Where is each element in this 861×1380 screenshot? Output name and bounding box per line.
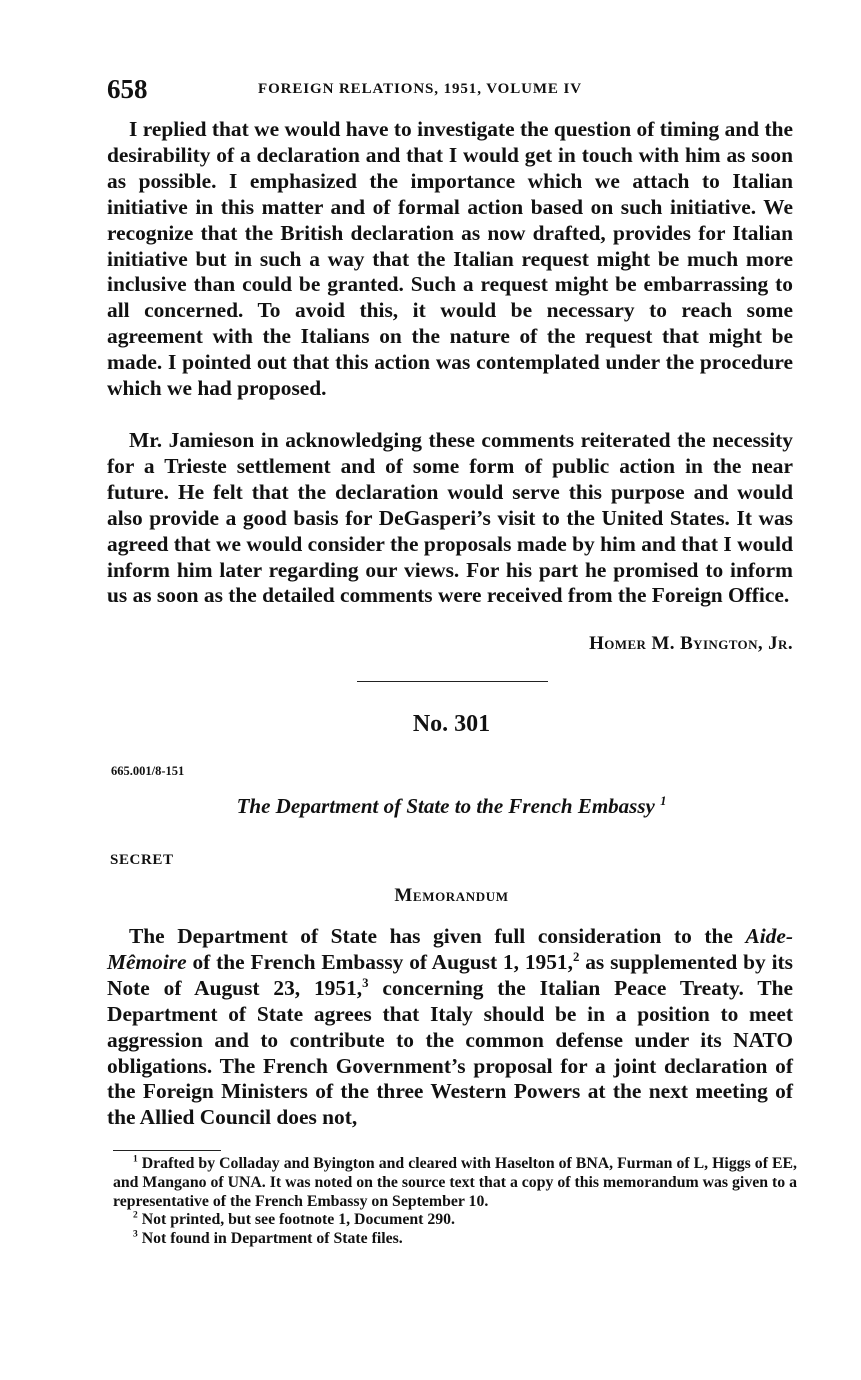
file-reference: 665.001/8-151 bbox=[111, 764, 185, 778]
footnote-text: Drafted by Colladay and Byington and cleared with Haselton of BNA, Furman of L, Higgs of EE, and Mangano of UNA. It was noted on the source text that a copy of this memorandum was given to a representative of the French Embassy on September 10. bbox=[113, 1155, 797, 1210]
footnote-number: 2 bbox=[133, 1211, 138, 1222]
document-title bbox=[0, 794, 861, 819]
text-segment: concerning the Italian Peace Treaty. The Department of State agrees that Italy should be in a position to meet aggression and to contribute to the common defense under its NATO obligations. The French Government’s proposal for a joint declaration of the Foreign Ministers of the three Western Powers at the next meeting of the Allied Council does not, bbox=[107, 975, 793, 1130]
footnote-marker-2: 2 bbox=[572, 949, 580, 964]
footnote-text: Not found in Department of State files. bbox=[141, 1230, 403, 1248]
classification-label: SECRET bbox=[110, 852, 174, 868]
footnote-marker-3: 3 bbox=[362, 975, 369, 990]
body-paragraph-1 bbox=[107, 117, 793, 402]
paragraph-text bbox=[107, 924, 793, 1131]
footnotes bbox=[113, 1155, 797, 1249]
footnote-number: 3 bbox=[133, 1229, 138, 1240]
paragraph-text: I replied that we would have to investigate the question of timing and the desirability of a declaration and that I would get in touch with him as soon as possible. I emphasized the importance which we attach to Italian initiative in this matter and of formal action based on such initiative. We recognize that the British declaration as now drafted, provides for Italian initiative but in such a way that the Italian request might be much more inclusive than could be granted. Such a request might be embarrassing to all concerned. To avoid this, it would be necessary to reach some agreement with the Italians on the nature of the request that might be made. I pointed out that this action was contemplated under the procedure which we had proposed. bbox=[107, 117, 793, 401]
document-title-text: The Department of State to the French Embassy bbox=[236, 794, 655, 818]
body-paragraph-2 bbox=[107, 428, 793, 609]
memorandum-paragraph bbox=[107, 924, 793, 1131]
aide-memoire-term: Aide-Mêmoire bbox=[107, 924, 793, 974]
page-header bbox=[107, 74, 797, 108]
footnote-rule bbox=[113, 1150, 221, 1151]
footnote-2 bbox=[113, 1211, 797, 1230]
footnote-number: 1 bbox=[133, 1154, 138, 1165]
footnote-marker-1: 1 bbox=[660, 794, 667, 808]
memorandum-heading: Memorandum bbox=[394, 885, 509, 906]
footnote-text: Not printed, but see footnote 1, Document 290. bbox=[141, 1211, 455, 1229]
section-divider bbox=[357, 681, 548, 682]
page-number: 658 bbox=[107, 74, 148, 104]
text-segment: as supplemented by its Note of August 23, 1951, bbox=[107, 949, 793, 1000]
document-number: No. 301 bbox=[412, 711, 491, 737]
signature: Homer M. Byington, Jr. bbox=[589, 633, 793, 654]
text-segment: The Department of State has given full consideration to the bbox=[129, 924, 733, 948]
text-segment: of the French Embassy of August 1, 1951, bbox=[192, 949, 573, 974]
footnote-3 bbox=[113, 1230, 797, 1249]
paragraph-text: Mr. Jamieson in acknowledging these comments reiterated the necessity for a Trieste settlement and of some form of public action in the near future. He felt that the declaration would serve this purpose and would also provide a good basis for DeGasperi’s visit to the United States. It was agreed that we would consider the proposals made by him and that I would inform him later regarding our views. For his part he promised to inform us as soon as the detailed comments were received from the Foreign Office. bbox=[107, 428, 793, 608]
running-head: FOREIGN RELATIONS, 1951, VOLUME IV bbox=[258, 81, 582, 97]
footnote-1 bbox=[113, 1155, 797, 1211]
